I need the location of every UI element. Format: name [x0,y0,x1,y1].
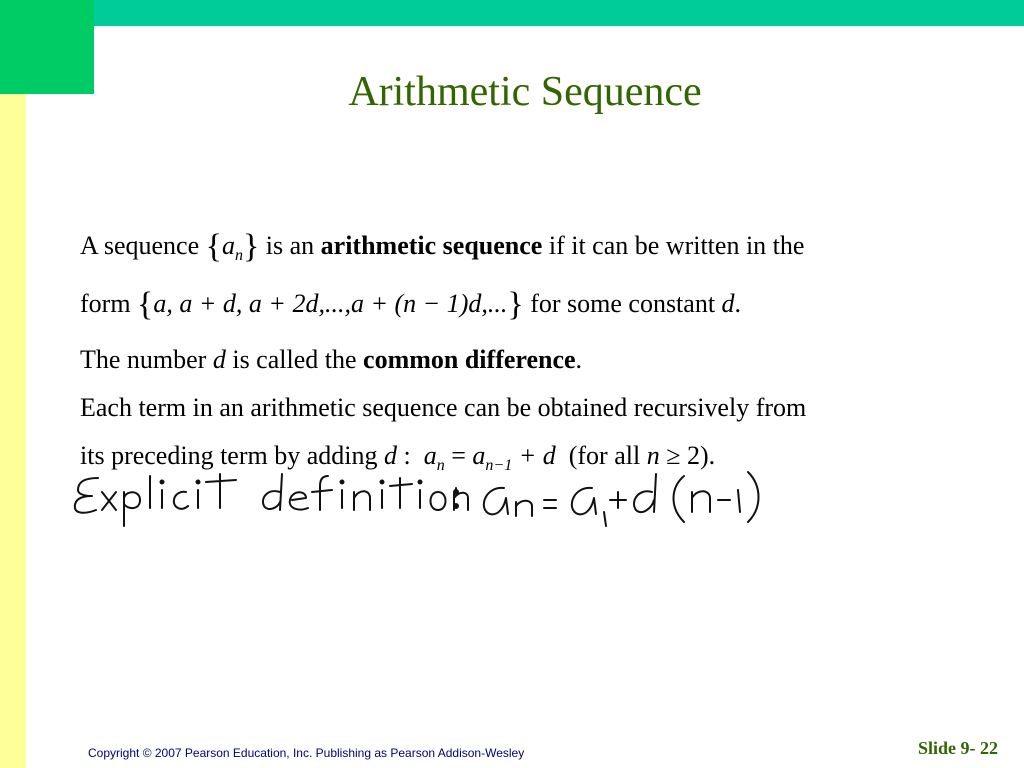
text-is-an: is an [265,231,315,260]
var-d: d [212,345,226,374]
condition-var-n: n [646,441,660,470]
definition-line-2 [80,280,980,336]
seq-subscript: n [234,247,243,264]
text-if-written: if it can be written in the [548,231,805,260]
text-for-some-constant: for some constant [530,289,716,318]
right-brace-2: } [507,286,524,323]
formula-lhs: a [423,441,437,470]
definition-line-1 [80,222,980,280]
handwritten-explicit-definition [70,468,770,530]
formula-plus-d: + d [518,441,556,470]
common-difference-line [80,336,980,384]
text-each-term: Each term in an arithmetic sequence can be obtained recursively from [80,393,807,422]
recursive-line-1 [80,384,980,432]
slide-body [80,222,980,480]
term-arithmetic-sequence: arithmetic sequence [320,231,543,260]
equals-sign: = [451,441,466,470]
right-brace: } [242,228,260,265]
var-d: d [721,289,735,318]
period: . [734,289,742,318]
colon: : [403,441,411,470]
text-a-sequence: A sequence [80,231,200,260]
condition-rest: ≥ 2). [666,441,716,470]
top-accent-bar [0,0,1024,26]
slide-title: Arithmetic Sequence [348,69,702,115]
var-d: d [383,441,397,470]
condition-open: (for all [568,441,641,470]
text-is-called: is called the [232,345,357,374]
formula-rhs-subscript: n−1 [485,457,513,474]
term-common-difference: common difference [363,345,576,374]
left-brace: { [205,228,222,265]
text-the-number: The number [80,345,207,374]
formula-rhs: a [472,441,486,470]
text-form: form [80,289,131,318]
period: . [575,345,583,374]
formula-lhs-subscript: n [436,457,445,474]
slide-number: Slide 9- 22 [917,738,998,758]
left-accent-bar [0,94,26,768]
text-preceding-term: its preceding term by adding [80,441,378,470]
copyright-footer: Copyright © 2007 Pearson Education, Inc. Publishing as Pearson Addison-Wesley [88,746,525,760]
sequence-terms: a, a + d, a + 2d,...,a + (n − 1)d,... [153,289,508,318]
seq-var: a [221,231,235,260]
left-brace-2: { [137,286,154,323]
